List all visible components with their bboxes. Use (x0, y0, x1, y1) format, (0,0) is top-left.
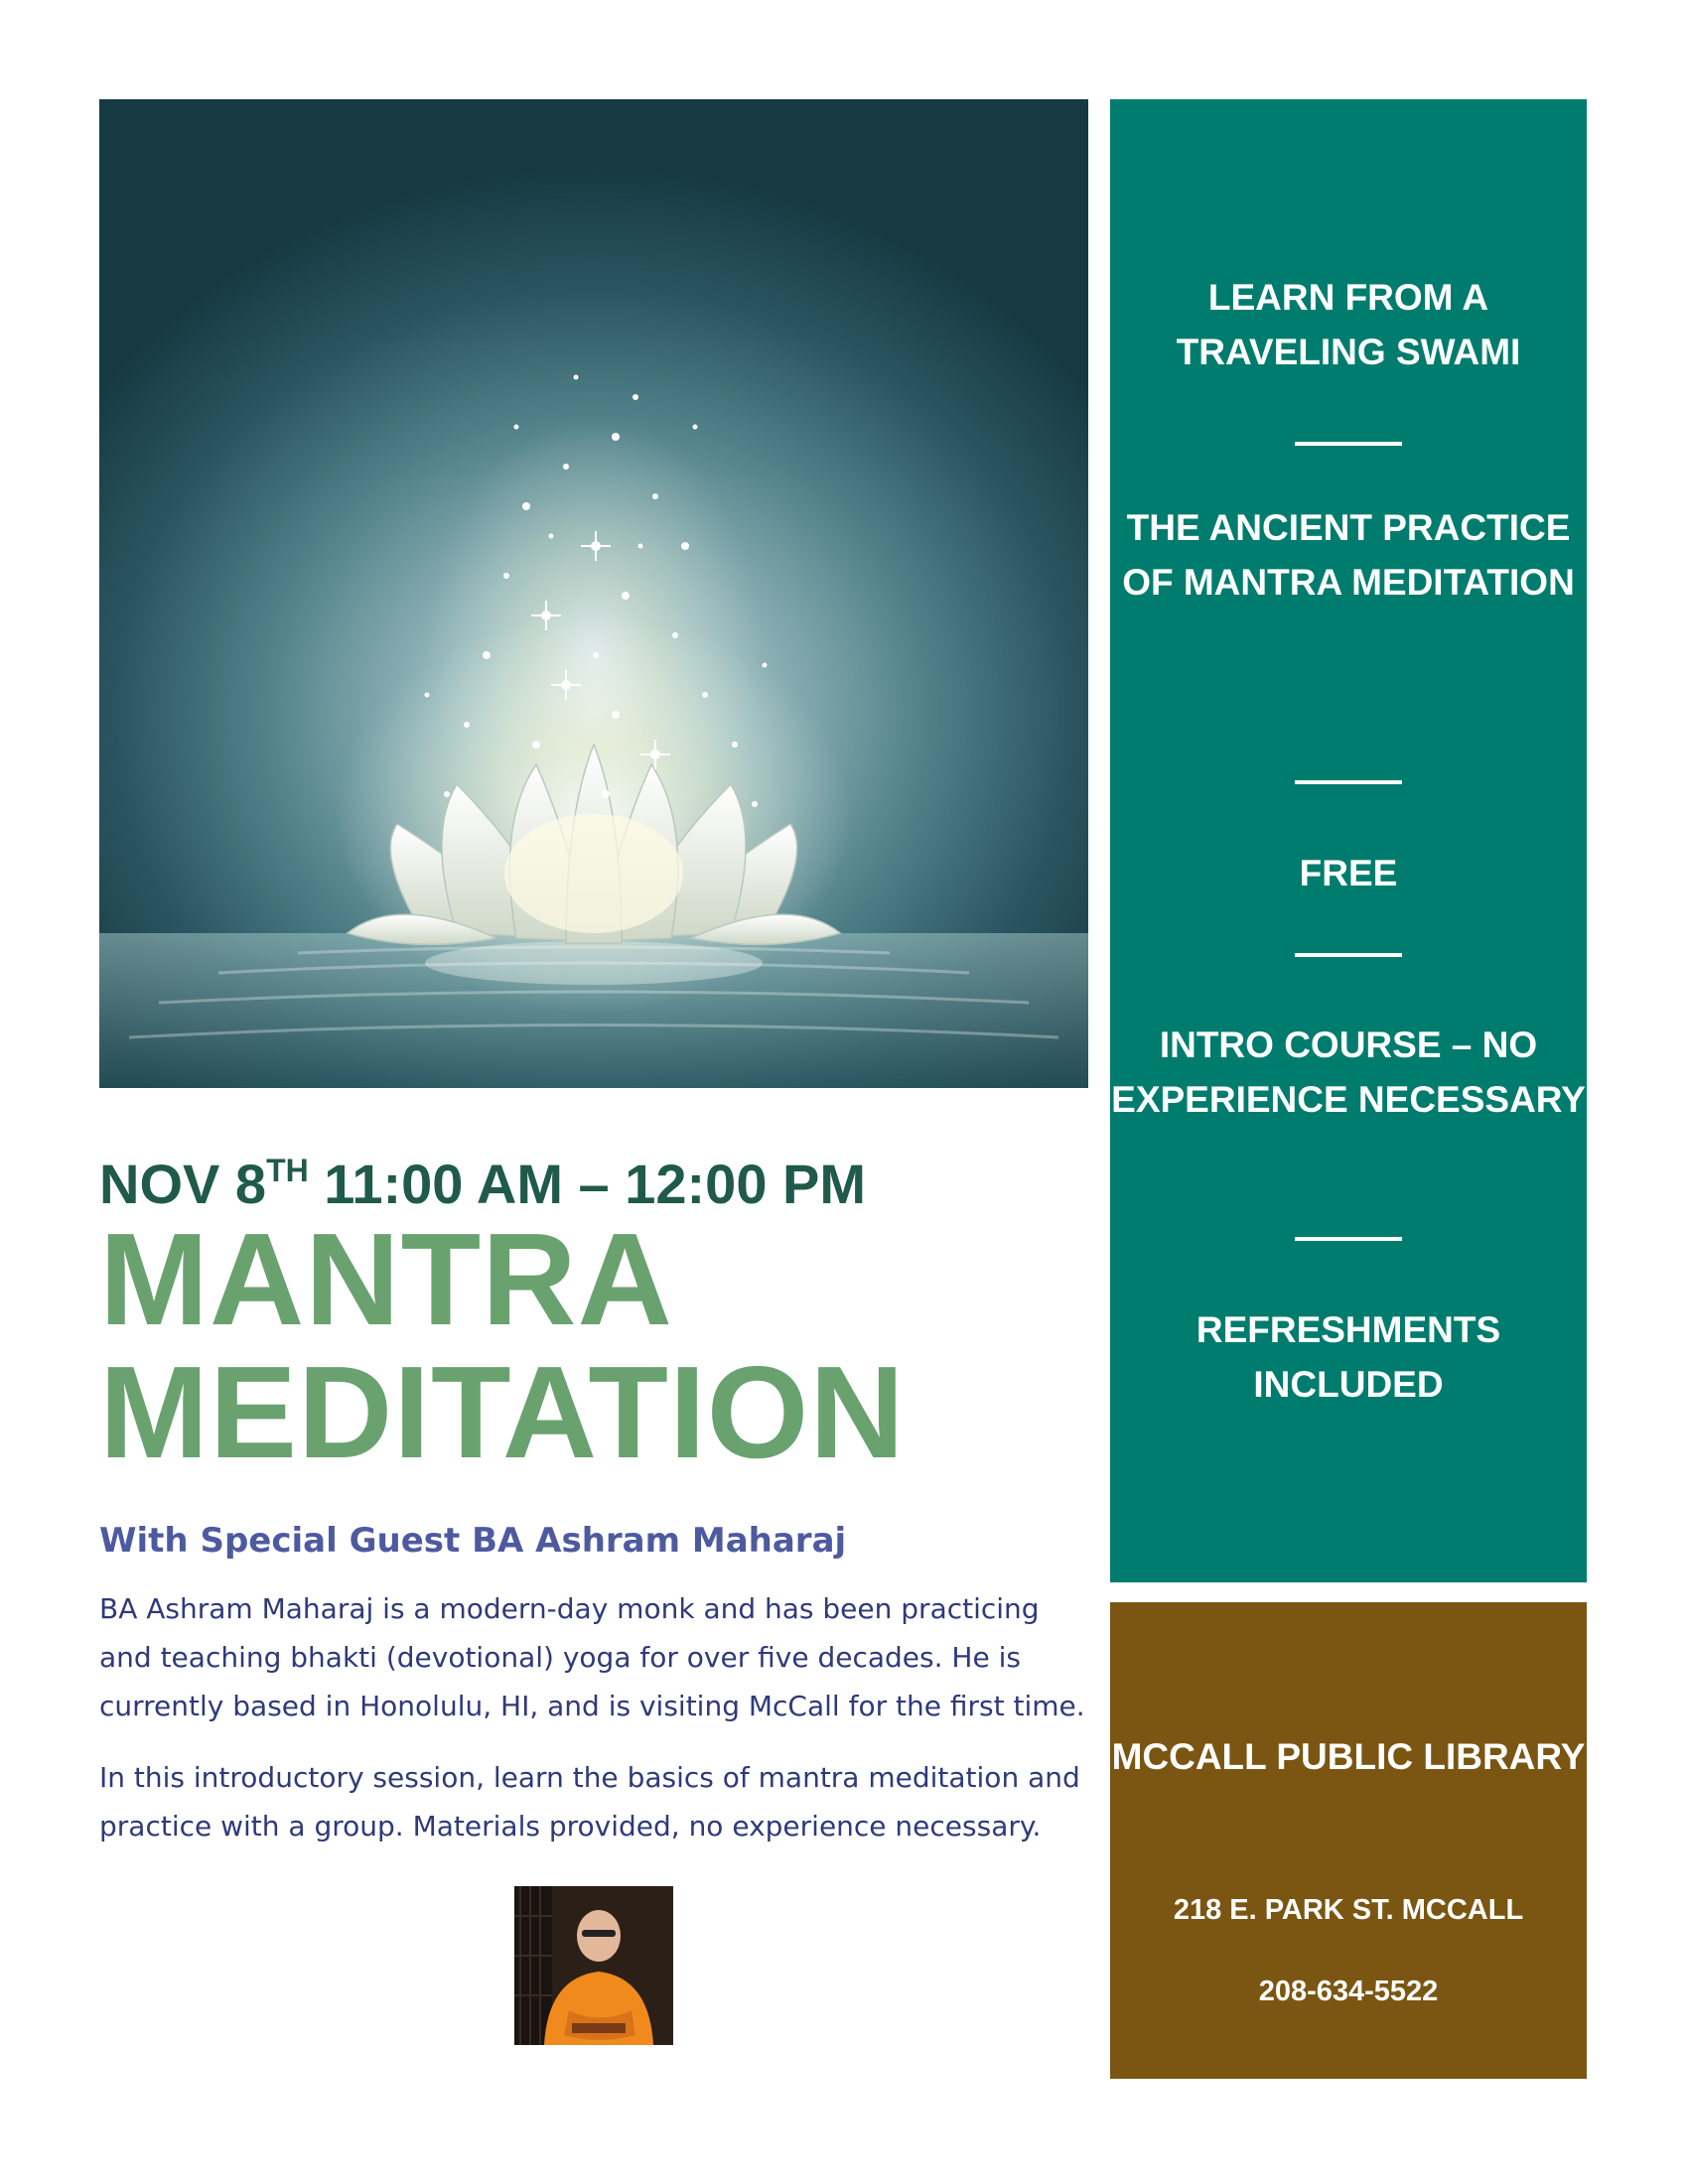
library-address: 218 E. PARK ST. MCCALL (1173, 1894, 1524, 1926)
highlight-traveling-swami: LEARN FROM A TRAVELING SWAMI (1176, 277, 1521, 372)
event-highlights-panel (1110, 99, 1587, 1582)
highlight-intro-course: INTRO COURSE – NO EXPERIENCE NECESSARY (1111, 1024, 1586, 1120)
library-contact-box (1110, 1602, 1587, 2079)
event-title (99, 1206, 1092, 1485)
highlight-divider (1295, 953, 1402, 957)
guest-heading: With Special Guest BA Ashram Maharaj (99, 1521, 847, 1561)
event-title-line-1: MANTRA (99, 1206, 673, 1352)
event-date-suffix: TH (266, 1153, 309, 1188)
library-phone: 208-634-5522 (1258, 1976, 1439, 2007)
library-name: MCCALL PUBLIC LIBRARY (1111, 1736, 1586, 1777)
highlight-ancient-practice: THE ANCIENT PRACTICE OF MANTRA MEDITATION (1122, 507, 1575, 603)
session-description-paragraph: In this introductory session, learn the basics of mantra meditation and practice with a group. Materials provided, no experience necessary. (99, 1761, 1080, 1843)
event-title-line-2: MEDITATION (99, 1339, 906, 1485)
event-date: NOV 8 (99, 1153, 267, 1215)
event-time: 11:00 AM – 12:00 PM (308, 1153, 867, 1215)
highlight-divider (1295, 442, 1402, 446)
highlight-free: FREE (1299, 853, 1398, 893)
monk-portrait-illustration (514, 1886, 673, 2045)
lotus-hero-image (99, 99, 1088, 1088)
guest-bio-paragraph: BA Ashram Maharaj is a modern-day monk and has been practicing and teaching bhakti (devotional) yoga for over five decades. He is currently based in Honolulu, HI, and is visiting McCall for the first time. (99, 1592, 1085, 1722)
lotus-illustration (99, 99, 1088, 1088)
highlight-divider (1295, 1237, 1402, 1241)
guest-portrait-photo (514, 1886, 673, 2045)
highlight-divider (1295, 780, 1402, 784)
highlight-refreshments: REFRESHMENTS INCLUDED (1196, 1309, 1501, 1405)
